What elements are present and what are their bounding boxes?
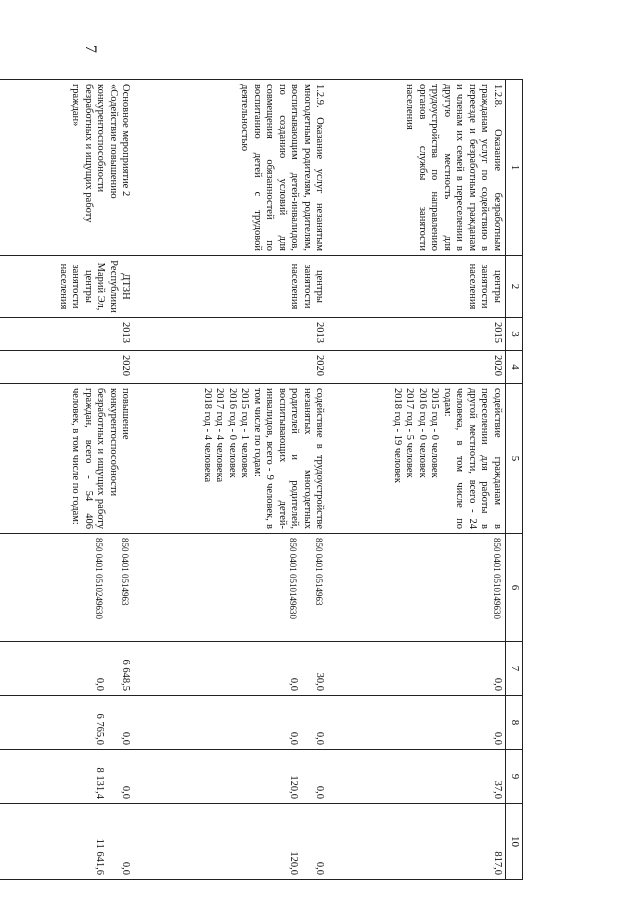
value-col8 — [134, 696, 328, 750]
value-line: 0,0 — [288, 677, 299, 691]
result-line: 2017 год - 5 человек — [404, 388, 416, 478]
result-line: повышение конкурентоспособности безработных и ищущих работу граждан, всего - 54 406 человек, в том числе по годам: — [70, 388, 132, 529]
executor: центры занятости населения — [328, 256, 506, 318]
value-col8 — [0, 696, 134, 750]
measure-name: 1.2.9. Оказание услуг незанятым многодетным родителям, родителям, воспитывающим детей-инвалидов, по созданию условий для совмещения обязанностей по воспитанию детей с трудовой деятельностью — [134, 80, 328, 256]
page-number: 7 — [82, 45, 99, 53]
budget-code — [0, 534, 134, 642]
program-table — [0, 79, 523, 879]
value-col9 — [134, 750, 328, 804]
result-line: содействие в трудоустройстве незанятых многодетных родителей и родителей, воспитывающих детей-инвалидов, всего - 9 человек, в том числе по годам: — [252, 388, 326, 529]
header-cell: 10 — [506, 804, 523, 880]
result-line: 2018 год - 4 человека — [202, 388, 213, 483]
value-col7 — [0, 642, 134, 696]
result-line: 2016 год - 0 человек — [227, 388, 238, 478]
value-line: 37,0 — [492, 780, 503, 799]
value-line: 120,0 — [288, 775, 299, 799]
value-line: 0,0 — [94, 677, 105, 691]
executor: ДТЗН Республики Марий Эл, центры занятости населения — [0, 256, 134, 318]
header-cell: 9 — [506, 750, 523, 804]
measure-name: Основное мероприятие 2 «Содействие повышению конкурентоспособности безработных и ищущих работу граждан» — [0, 80, 134, 256]
executor: центры занятости населения — [134, 256, 328, 318]
start-year: 2013 — [134, 318, 328, 351]
value-col7 — [134, 642, 328, 696]
budget-code — [328, 534, 506, 642]
value-line: 0,0 — [492, 677, 503, 691]
value-line: 817,0 — [492, 851, 503, 875]
header-cell: 7 — [506, 642, 523, 696]
value-line: 6 765,0 — [94, 713, 105, 745]
value-line: 0,0 — [314, 861, 326, 875]
value-line: 6 648,5 — [120, 659, 132, 691]
value-line: 0,0 — [120, 731, 132, 745]
value-col9 — [0, 750, 134, 804]
expected-result — [328, 384, 506, 534]
header-row — [506, 80, 523, 880]
value-line: 8 131,4 — [94, 767, 105, 799]
result-line: 2015 год - 0 человек — [429, 388, 441, 478]
budget-code-line: 850 0401 0510149630 — [288, 538, 298, 619]
header-cell: 6 — [506, 534, 523, 642]
value-line: 0,0 — [120, 861, 132, 875]
budget-code-line: 850 0401 0510149630 — [492, 538, 502, 619]
value-col10 — [134, 804, 328, 880]
value-line: 120,0 — [288, 851, 299, 875]
result-line: 2017 год - 4 человека — [214, 388, 226, 483]
header-cell: 8 — [506, 696, 523, 750]
budget-code-line: 850 0401 0510249630 — [94, 538, 104, 619]
value-line: 30,0 — [314, 672, 326, 691]
start-year: 2015 — [328, 318, 506, 351]
value-col10 — [328, 804, 506, 880]
expected-result — [134, 384, 328, 534]
value-line: 11 641,6 — [94, 838, 105, 875]
value-line: 0,0 — [314, 785, 326, 799]
value-col10 — [0, 804, 134, 880]
result-line: содействие гражданам в переселении для работы в другой местности, всего - 24 человека, в том числе по годам: — [442, 388, 503, 529]
value-col8 — [328, 696, 506, 750]
value-line: 0,0 — [492, 731, 503, 745]
value-line: 0,0 — [288, 731, 299, 745]
value-line: 0,0 — [314, 731, 326, 745]
result-line: 2018 год - 19 человек — [392, 388, 403, 483]
end-year: 2020 — [328, 351, 506, 384]
start-year: 2013 — [0, 318, 134, 351]
header-cell: 4 — [506, 351, 523, 384]
header-cell: 1 — [506, 80, 523, 256]
measure-name: 1.2.8. Оказание безработным гражданам услуг по содействию в переезде и безработным гражданам и членам их семей в переселении в другую местность для трудоустройства по направлению органов службы занятости населения — [328, 80, 506, 256]
result-line: 2016 год - 0 человек — [417, 388, 428, 478]
budget-code — [134, 534, 328, 642]
header-cell: 2 — [506, 256, 523, 318]
header-cell: 3 — [506, 318, 523, 351]
value-col9 — [328, 750, 506, 804]
table-row — [328, 80, 506, 880]
table-row — [0, 80, 134, 880]
header-cell: 5 — [506, 384, 523, 534]
budget-code-line: 850 0401 0514963 — [314, 538, 325, 606]
end-year: 2020 — [134, 351, 328, 384]
value-col7 — [328, 642, 506, 696]
value-line: 0,0 — [120, 785, 132, 799]
end-year: 2020 — [0, 351, 134, 384]
table-row — [134, 80, 328, 880]
expected-result — [0, 384, 134, 534]
measures-table — [0, 79, 523, 880]
result-line: 2015 год - 1 человек — [239, 388, 251, 478]
budget-code-line: 850 0401 0514963 — [120, 538, 131, 606]
